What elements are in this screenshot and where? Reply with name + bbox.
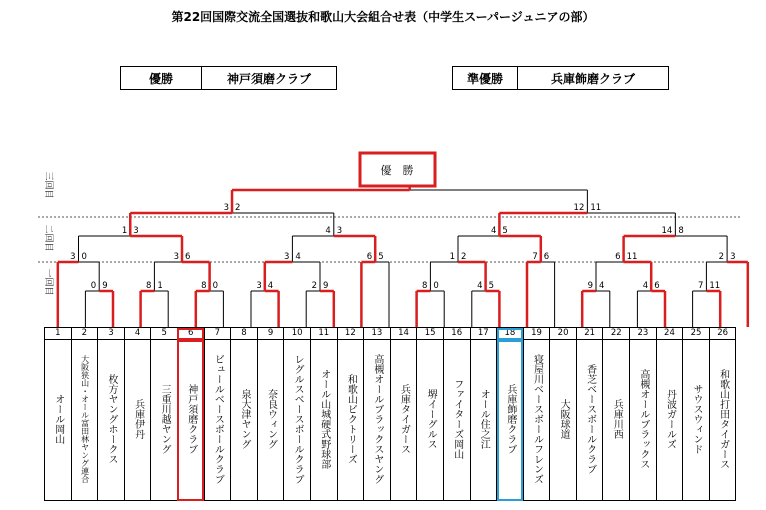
score-label: 11	[626, 252, 638, 262]
team-number: 12	[337, 328, 364, 340]
score-label: 0	[81, 252, 87, 262]
team-name-cell	[470, 340, 497, 501]
team-number: 4	[124, 328, 151, 340]
score-label: 9	[587, 281, 593, 291]
team-name: 大阪球道	[558, 399, 570, 439]
team-number: 25	[683, 328, 710, 340]
score-label: 12	[573, 203, 585, 213]
page-title: 第22回国際交流全国選抜和歌山大会組合せ表（中学生スーパージュニアの部）	[171, 10, 595, 24]
score-label: 2	[461, 252, 467, 262]
score-label: 2	[311, 281, 317, 291]
score-label: 3	[70, 252, 76, 262]
team-name-cell	[603, 340, 630, 501]
runnerup-label: 準優勝	[453, 67, 518, 89]
team-number: 11	[310, 328, 337, 340]
team-name: 寝屋川ベースボールフレンズ	[531, 354, 543, 484]
score-label: 8	[678, 226, 684, 236]
score-label: 3	[730, 252, 736, 262]
team-name-cell	[204, 340, 231, 501]
team-number: 7	[204, 328, 231, 340]
team-name-cell	[151, 340, 178, 501]
score-label: 4	[325, 226, 331, 236]
score-label: 7	[532, 252, 538, 262]
score-label: 6	[366, 252, 373, 262]
team-name: 兵庫伊丹	[132, 399, 144, 439]
score-label: 6	[615, 252, 621, 262]
score-label: 2	[235, 203, 241, 213]
team-name-cell	[45, 340, 72, 501]
team-name-cell	[630, 340, 657, 501]
team-name-cell	[257, 340, 284, 501]
champion-label: 優勝	[121, 67, 202, 89]
score-label: 3	[173, 252, 179, 262]
score-label: 3	[256, 281, 262, 291]
team-number-row	[45, 328, 736, 340]
team-name: オール住之江	[478, 389, 490, 449]
team-number: 24	[656, 328, 683, 340]
team-name: レグルスベースボールクラブ	[292, 354, 304, 484]
team-number: 22	[603, 328, 630, 340]
team-number: 3	[98, 328, 125, 340]
score-label: 6	[543, 252, 550, 262]
final-box-label: 優 勝	[380, 164, 414, 177]
score-label: 0	[90, 281, 97, 291]
team-number: 1	[45, 328, 72, 340]
team-number: 2	[71, 328, 98, 340]
score-label: 7	[697, 281, 704, 291]
score-label: 1	[157, 281, 163, 291]
team-number: 10	[284, 328, 311, 340]
team-number: 5	[151, 328, 178, 340]
score-label: 8	[421, 281, 428, 291]
team-name: 兵庫飾磨クラブ	[504, 384, 516, 454]
runnerup-team: 兵庫飾磨クラブ	[550, 71, 635, 86]
team-name-cell	[364, 340, 391, 501]
team-name: 大阪狭山・オール富田林ヤング連合	[80, 355, 90, 483]
team-name: 高槻オールブラックス	[637, 369, 649, 469]
score-label: 3	[223, 203, 230, 213]
team-name-cell	[337, 340, 364, 501]
score-label: 4	[642, 281, 649, 291]
team-table	[44, 327, 736, 501]
team-name: 和歌山打田タイガース	[717, 369, 729, 469]
score-label: 4	[490, 226, 497, 236]
team-name: 泉大津ヤング	[238, 389, 250, 449]
team-name-cell	[523, 340, 550, 501]
team-number: 18	[497, 328, 524, 340]
score-label: 4	[477, 281, 483, 291]
team-name: オール山城硬式野球部	[318, 369, 330, 469]
team-name: 高槻オールブラックスヤング	[371, 354, 383, 484]
score-label: 0	[212, 281, 219, 291]
team-name-cell	[177, 340, 204, 501]
team-name: オール岡山	[52, 394, 64, 444]
score-label: 4	[295, 252, 301, 262]
score-label: 11	[590, 203, 602, 213]
round-label: 二回目	[43, 224, 53, 252]
team-number: 17	[470, 328, 497, 340]
team-number: 8	[231, 328, 258, 340]
team-number: 21	[576, 328, 603, 340]
team-name: 三重川越ヤング	[159, 384, 171, 454]
team-number: 20	[550, 328, 577, 340]
team-number: 26	[709, 328, 736, 340]
score-label: 9	[102, 281, 108, 291]
score-label: 8	[201, 281, 207, 291]
round-label: 三回目	[43, 171, 53, 199]
team-name-cell	[71, 340, 98, 501]
team-name: 奈良ウィング	[265, 389, 277, 449]
score-label: 14	[661, 226, 673, 236]
team-number: 9	[257, 328, 284, 340]
score-label: 1	[449, 252, 455, 262]
team-name: ファイターズ岡山	[451, 379, 463, 459]
round-labels	[43, 171, 54, 295]
team-name-cell	[417, 340, 444, 501]
score-label: 6	[185, 252, 191, 262]
team-name: ビュールベースボールクラブ	[212, 354, 224, 484]
team-name-cell	[683, 340, 710, 501]
team-name-cell	[98, 340, 125, 501]
team-name: 兵庫タイガース	[398, 384, 410, 454]
score-label: 5	[378, 252, 384, 262]
team-number: 14	[390, 328, 417, 340]
team-number: 23	[630, 328, 657, 340]
team-name-cell	[709, 340, 736, 501]
team-name: 和歌山ビクトリーズ	[345, 374, 357, 464]
team-name: 堺イーグルス	[425, 389, 437, 449]
team-name: 香芝ベースボールクラブ	[584, 364, 596, 474]
score-label: 5	[502, 226, 508, 236]
team-number: 13	[364, 328, 391, 340]
score-label: 8	[145, 281, 152, 291]
score-label: 5	[488, 281, 495, 291]
team-name-row	[45, 340, 736, 501]
score-label: 3	[336, 226, 343, 236]
score-label: 11	[709, 281, 721, 291]
team-name: 神戸須磨クラブ	[185, 384, 197, 454]
team-number: 6	[177, 328, 204, 340]
team-number: 16	[443, 328, 470, 340]
score-label: 0	[433, 281, 439, 291]
team-name: 兵庫川西	[611, 399, 623, 439]
team-name-cell	[576, 340, 603, 501]
team-name-cell	[550, 340, 577, 501]
round-label: 一回目	[43, 268, 53, 296]
team-number: 19	[523, 328, 550, 340]
team-name-cell	[497, 340, 524, 501]
team-name: 丹波ガールズ	[664, 389, 676, 449]
team-name-cell	[231, 340, 258, 501]
score-label: 3	[133, 226, 139, 236]
score-label: 4	[267, 281, 274, 291]
score-label: 2	[718, 252, 725, 262]
score-label: 4	[599, 281, 605, 291]
team-name-cell	[124, 340, 151, 501]
team-name-cell	[390, 340, 417, 501]
team-name-cell	[310, 340, 337, 501]
score-label: 9	[323, 281, 329, 291]
team-name: 枚方ヤングホークス	[105, 374, 117, 464]
team-name-cell	[656, 340, 683, 501]
team-number: 15	[417, 328, 444, 340]
team-name: サウスウィンド	[691, 384, 703, 454]
champion-team: 神戸須磨クラブ	[226, 71, 311, 86]
team-name-cell	[443, 340, 470, 501]
team-name-cell	[284, 340, 311, 501]
winner-lines	[58, 186, 748, 327]
score-label: 3	[283, 252, 290, 262]
score-label: 1	[121, 226, 128, 236]
score-label: 6	[654, 281, 660, 291]
